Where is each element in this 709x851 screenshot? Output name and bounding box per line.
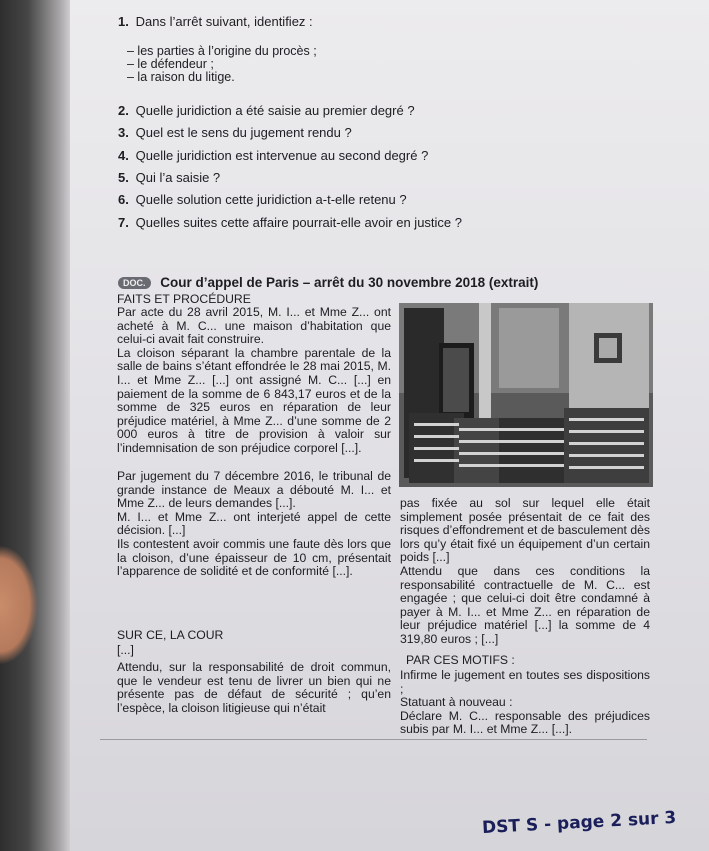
question-1-sub-2: – le défendeur ; bbox=[127, 57, 214, 71]
question-7 bbox=[118, 215, 462, 230]
question-4 bbox=[118, 148, 428, 163]
paragraph: Par acte du 28 avril 2015, M. I... et Mme Z... ont acheté à M. C... une maison d’habitation que celui-ci avait fait construire. bbox=[117, 305, 391, 347]
question-text: Dans l’arrêt suivant, identifiez : bbox=[135, 14, 313, 29]
question-number: 3. bbox=[118, 125, 129, 140]
question-number: 7. bbox=[118, 215, 129, 230]
question-number: 2. bbox=[118, 103, 129, 118]
left-column-top bbox=[117, 306, 391, 456]
paragraph: La cloison séparant la chambre parentale de la salle de bains s’étant effondrée le 28 mai 2015, M. I... et Mme Z... [...] ont assigné M. C... [...] en paiement de la somme de 6 843,17 euros et de la somme de 325 euros en réparation de leur préjudice matériel, à Mme Z... d’une somme de 2 000 euros à titre de provision à valoir sur l’indemnisation de son préjudice corporel [...]. bbox=[117, 345, 391, 455]
section-heading-faits: FAITS ET PROCÉDURE bbox=[117, 292, 251, 306]
question-number: 6. bbox=[118, 192, 129, 207]
question-text: Quelle juridiction a été saisie au premier degré ? bbox=[135, 103, 415, 118]
question-text: Qui l’a saisie ? bbox=[135, 170, 221, 185]
question-5 bbox=[118, 170, 220, 185]
question-3 bbox=[118, 125, 352, 140]
thumb bbox=[0, 545, 38, 665]
divider-rule bbox=[100, 739, 647, 740]
motif-line: Déclare M. C... responsable des préjudices subis par M. I... et Mme Z... [...]. bbox=[400, 708, 650, 737]
collapsed-wall-photo bbox=[399, 303, 653, 487]
question-text: Quelle solution cette juridiction a-t-elle retenu ? bbox=[135, 192, 407, 207]
paragraph: Attendu, sur la responsabilité de droit commun, que le vendeur est tenu de livrer un bien qui ne présente pas de défaut de sécurité ; qu’en l’espèce, la cloison litigieuse qui n’était bbox=[117, 660, 391, 715]
doc-badge: DOC. bbox=[118, 277, 151, 289]
motifs-heading: PAR CES MOTIFS : bbox=[406, 653, 515, 667]
question-number: 5. bbox=[118, 170, 129, 185]
section-ellipsis: [...] bbox=[117, 643, 134, 657]
paragraph: Ils contestent avoir commis une faute dès lors que la cloison, d’une épaisseur de 10 cm, présentait l’apparence de solidité et de conformité [...]. bbox=[117, 536, 391, 579]
document-title bbox=[118, 275, 538, 290]
notebook-binding-shadow bbox=[0, 0, 70, 851]
paragraph: Par jugement du 7 décembre 2016, le tribunal de grande instance de Meaux a débouté M. I... et Mme Z... de leurs demandes [...]. bbox=[117, 469, 391, 511]
question-text: Quel est le sens du jugement rendu ? bbox=[135, 125, 352, 140]
question-2 bbox=[118, 103, 415, 118]
motifs-text bbox=[400, 669, 650, 737]
motif-line: Infirme le jugement en toutes ses dispositions ; bbox=[400, 668, 650, 696]
left-column-bottom bbox=[117, 661, 391, 715]
motif-line: Statuant à nouveau : bbox=[400, 695, 513, 710]
left-column-middle bbox=[117, 470, 391, 579]
question-number: 4. bbox=[118, 148, 129, 163]
section-heading-sur-ce: SUR CE, LA COUR bbox=[117, 628, 224, 642]
paragraph: pas fixée au sol sur lequel elle était simplement posée présentait de ce fait des risques d’effondrement et de basculement dès lors qu’y était fixé un équipement d’un certain poids [...] bbox=[400, 496, 650, 565]
paragraph: M. I... et Mme Z... ont interjeté appel de cette décision. [...] bbox=[117, 509, 391, 538]
question-text: Quelle juridiction est intervenue au second degré ? bbox=[135, 148, 429, 163]
question-6 bbox=[118, 192, 407, 207]
handwritten-page-note: DST S - page 2 sur 3 bbox=[481, 807, 677, 839]
question-1-sub-1: – les parties à l’origine du procès ; bbox=[127, 44, 317, 58]
question-1-sub-3: – la raison du litige. bbox=[127, 70, 235, 84]
question-1 bbox=[118, 14, 313, 29]
question-number: 1. bbox=[118, 14, 129, 29]
document-title-text: Cour d’appel de Paris – arrêt du 30 novembre 2018 (extrait) bbox=[160, 275, 539, 290]
paragraph: Attendu que dans ces conditions la responsabilité contractuelle de M. C... est engagée ; que celui-ci doit être condamné à payer à M. I... et Mme Z... en réparation de leur préjudice matériel [...] la somme de 4 319,80 euros ; [...] bbox=[400, 563, 650, 646]
question-text: Quelles suites cette affaire pourrait-elle avoir en justice ? bbox=[135, 215, 462, 230]
right-column-text bbox=[400, 497, 650, 647]
